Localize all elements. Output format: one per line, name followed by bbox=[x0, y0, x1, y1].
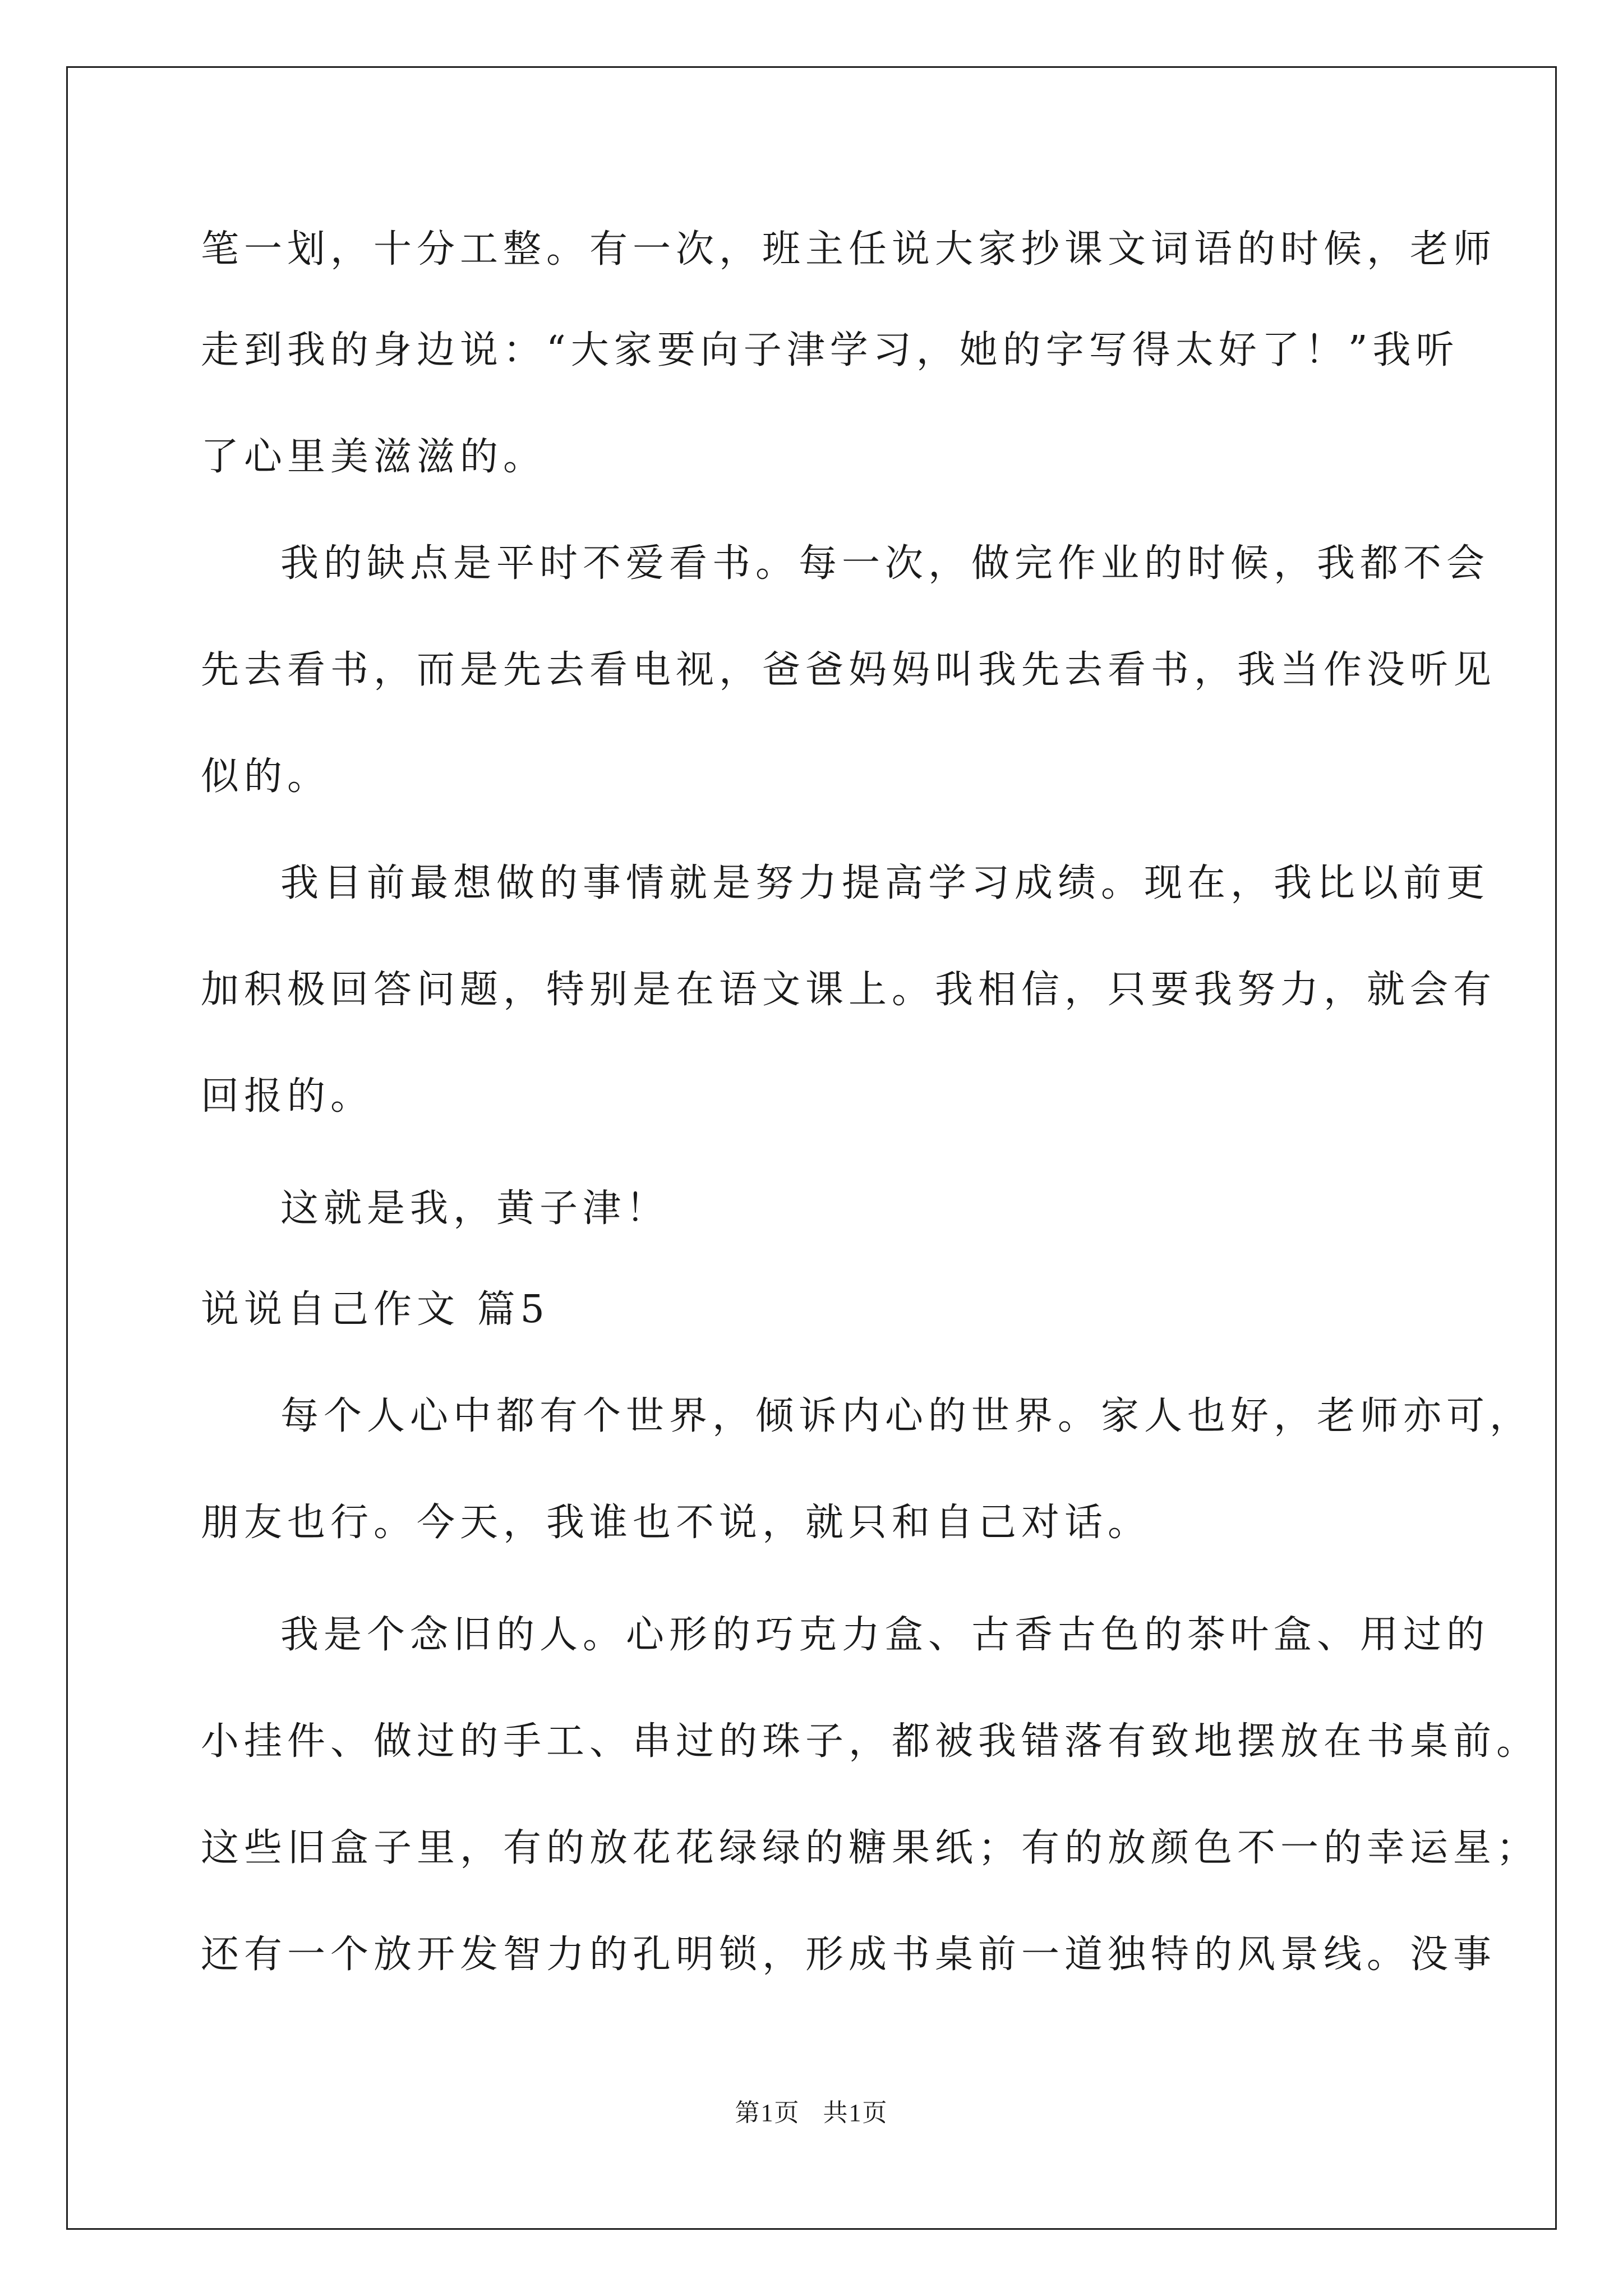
paragraph-start: 这就是我，黄子津！ bbox=[280, 1186, 670, 1231]
paragraph-start: 我的缺点是平时不爱看书。每一次，做完作业的时候，我都不会 bbox=[280, 541, 1490, 586]
text-line: 了心里美滋滋的。 bbox=[201, 435, 547, 479]
page-total: 共1页 bbox=[823, 2099, 888, 2127]
text-line: 笔一划，十分工整。有一次，班主任说大家抄课文词语的时候，老师 bbox=[201, 227, 1497, 272]
text-line: 走到我的身边说：“大家要向子津学习，她的字写得太好了！”我听 bbox=[201, 328, 1459, 372]
page-border bbox=[66, 66, 1557, 2230]
text-line: 还有一个放开发智力的孔明锁，形成书桌前一道独特的风景线。没事 bbox=[201, 1932, 1497, 1977]
text-line: 小挂件、做过的手工、串过的珠子，都被我错落有致地摆放在书桌前。 bbox=[201, 1719, 1540, 1764]
page-number: 第1页 bbox=[735, 2099, 800, 2127]
text-line: 加积极回答问题，特别是在语文课上。我相信，只要我努力，就会有 bbox=[201, 968, 1497, 1012]
paragraph-start: 我目前最想做的事情就是努力提高学习成绩。现在，我比以前更 bbox=[280, 861, 1490, 905]
paragraph-start: 每个人心中都有个世界，倾诉内心的世界。家人也好，老师亦可， bbox=[280, 1394, 1533, 1438]
section-heading: 说说自己作文 篇5 bbox=[201, 1287, 550, 1332]
text-line: 先去看书，而是先去看电视，爸爸妈妈叫我先去看书，我当作没听见 bbox=[201, 648, 1497, 692]
page-footer bbox=[0, 2092, 1623, 2128]
text-line: 似的。 bbox=[201, 754, 331, 799]
text-line: 这些旧盒子里，有的放花花绿绿的糖果纸；有的放颜色不一的幸运星； bbox=[201, 1826, 1540, 1870]
paragraph-start: 我是个念旧的人。心形的巧克力盒、古香古色的茶叶盒、用过的 bbox=[280, 1613, 1490, 1657]
text-line: 朋友也行。今天，我谁也不说，就只和自己对话。 bbox=[201, 1501, 1151, 1545]
text-line: 回报的。 bbox=[201, 1074, 374, 1119]
